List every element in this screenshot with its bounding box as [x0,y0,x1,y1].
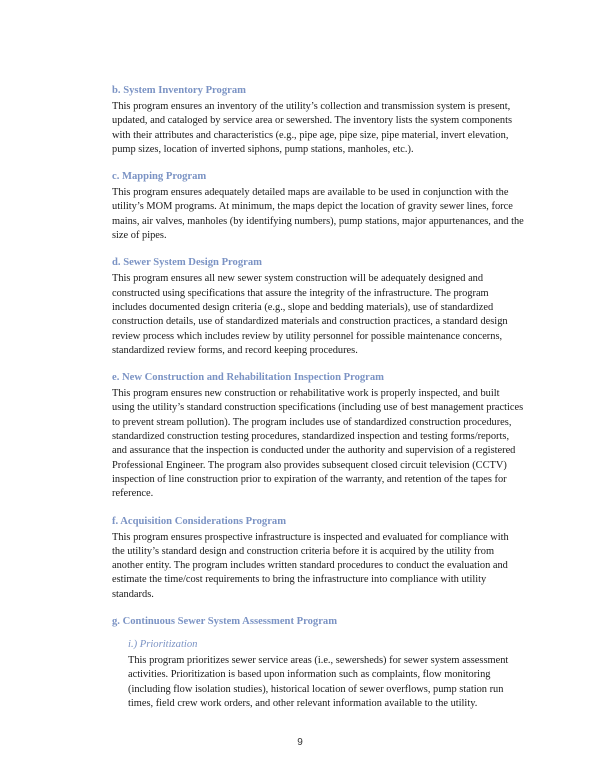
page-content [112,84,524,724]
section-heading: e. New Construction and Rehabilitation Inspection Program [112,372,385,384]
section-sewer-design [112,256,524,358]
section-construction-inspection [112,371,524,501]
section-body: This program ensures adequately detailed maps are available to be used in conjunction with the utility’s MOM programs. At minimum, the maps depict the location of gravity sewer lines, force mains, air valves, manholes (by identifying numbers), pump stations, major appurtenances, and the size of pipes. [112,187,524,242]
section-continuous-assessment [112,615,524,711]
section-body: This program ensures all new sewer system construction will be adequately designed and constructed using specifications that assure the integrity of the infrastructure. The program includes documented design criteria (e.g., slope and bedding materials), use of standardized construction details, use of standardized materials and construction practices, a standard design review process which includes review by utility personnel for possible maintenance concerns, standardized review forms, and record keeping procedures. [112,273,508,356]
subsection-heading: i.) Prioritization [128,639,198,651]
section-heading: b. System Inventory Program [112,85,246,96]
section-body: This program ensures an inventory of the utility’s collection and transmission system is present, updated, and cataloged by service area or sewershed. The inventory lists the system components with their attributes and characteristics (e.g., pipe age, pipe size, pipe material, invert elevation, pump sizes, location of inverted siphons, pump stations, manholes, etc.). [112,101,513,155]
section-heading: c. Mapping Program [112,171,207,183]
subsection-prioritization [128,638,524,711]
subsection-body: This program prioritizes sewer service areas (i.e., sewersheds) for sewer system assessment activities. Prioritization is based upon information such as complaints, flow monitoring (including flow isolation studies), historical location of sewer overflows, pump station run times, field crew work orders, and other relevant information available to the utility. [128,655,509,709]
section-body: This program ensures prospective infrastructure is inspected and evaluated for compliance with the utility’s standard design and construction criteria before it is acquired by the utility from another entity. The program includes written standard procedures to conduct the evaluation and estimate the time/cost requirements to bring the infrastructure into compliance with utility standards. [112,531,509,600]
section-heading: g. Continuous Sewer System Assessment Program [112,616,338,628]
section-acquisition [112,515,524,602]
section-heading: d. Sewer System Design Program [112,257,262,269]
section-mapping [112,170,524,243]
section-system-inventory [112,84,524,157]
section-heading: f. Acquisition Considerations Program [112,515,287,527]
page-number: 9 [297,737,303,748]
section-body: This program ensures new construction or rehabilitative work is properly inspected, and built using the utility’s standard construction specifications (including use of best management practices to prevent stream pollution). The program includes use of standardized construction procedures, standardized construction testing procedures, standardized inspection and testing forms/reports, and assurance that the inspection is conducted under the authority and supervision of a registered Professional Engineer. The program also provides subsequent closed circuit television (CCTV) inspection of line construction prior to expiration of the warranty, and retention of the tapes for reference. [112,388,524,500]
